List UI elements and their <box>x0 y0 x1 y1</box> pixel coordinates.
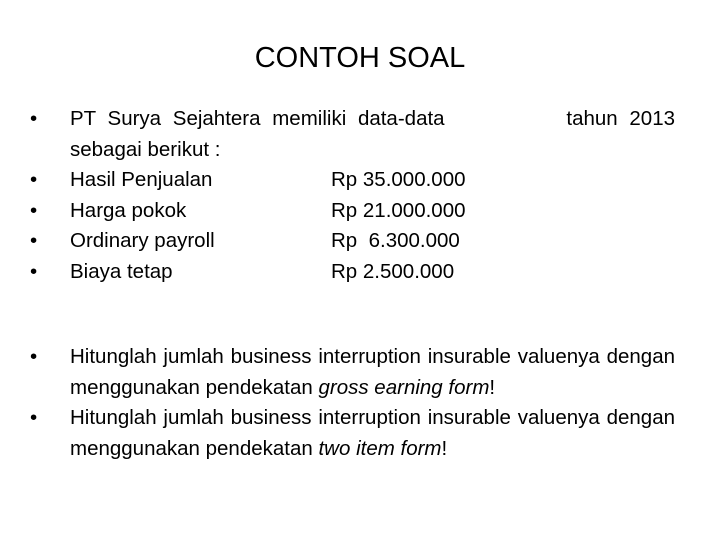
slide-title: CONTOH SOAL <box>254 42 466 74</box>
question-emphasis: gross earning form <box>318 375 490 399</box>
list-item <box>30 257 675 288</box>
data-label: Ordinary payroll <box>70 229 215 252</box>
question-emphasis: two item form <box>318 436 442 460</box>
data-label: Hasil Penjualan <box>70 168 213 191</box>
data-label: Harga pokok <box>70 198 187 222</box>
intro-line <box>70 104 675 135</box>
data-value: Rp 21.000.000 <box>331 198 466 222</box>
question-end: ! <box>441 436 448 460</box>
data-value: Rp 35.000.000 <box>331 168 466 191</box>
bullet-icon: • <box>30 198 38 222</box>
question-text: Hitunglah jumlah business interruption insurable valuenya dengan menggunakan pendekatan <box>70 345 675 399</box>
question-text: Hitunglah jumlah business interruption insurable valuenya dengan menggunakan pendekatan <box>70 406 675 460</box>
data-label: Biaya tetap <box>70 259 173 283</box>
bullet-icon: • <box>30 107 38 130</box>
intro-text-cont: sebagai berikut : <box>70 137 221 161</box>
bullet-icon: • <box>30 345 38 368</box>
bullet-icon: • <box>30 168 38 191</box>
bullet-icon: • <box>30 259 38 283</box>
question-end: ! <box>489 375 496 399</box>
list-item-intro <box>30 104 675 165</box>
bullet-icon: • <box>30 229 38 252</box>
bullet-icon: • <box>30 406 38 429</box>
data-value: Rp 2.500.000 <box>331 259 455 283</box>
list-item <box>30 165 675 196</box>
list-item <box>30 226 675 257</box>
data-value: Rp 6.300.000 <box>331 229 460 252</box>
intro-year: tahun 2013 <box>566 107 675 130</box>
intro-text: PT Surya Sejahtera memiliki data-data <box>70 107 445 130</box>
list-item <box>30 196 675 227</box>
question-list <box>30 342 675 464</box>
data-list <box>30 104 675 287</box>
question-item <box>30 342 675 403</box>
question-item <box>30 403 675 464</box>
